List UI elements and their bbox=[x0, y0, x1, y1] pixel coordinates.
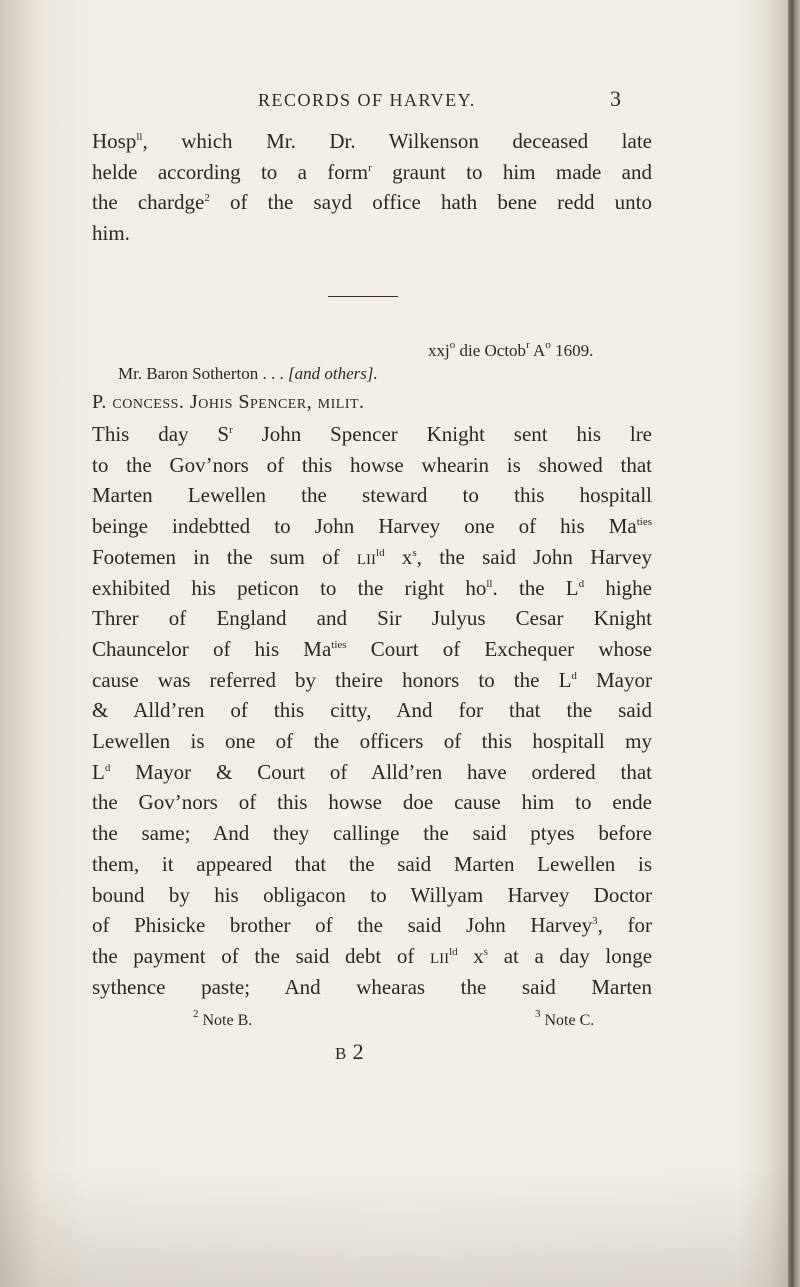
text-run: x bbox=[384, 544, 413, 569]
text-run: , the said John Harvey bbox=[416, 544, 652, 569]
superscript: ll bbox=[136, 131, 143, 143]
text-run: exhibited his peticon to the right ho bbox=[92, 575, 487, 600]
text-run: Lewellen is one of the officers of this hospitall my bbox=[92, 729, 652, 754]
text-line bbox=[92, 910, 652, 941]
text-run: bound by his obligacon to Willyam Harvey Doctor bbox=[92, 882, 652, 907]
text-run: highe bbox=[584, 575, 653, 600]
text-line bbox=[92, 603, 652, 634]
footnote-text: Note B. bbox=[202, 1012, 253, 1029]
text-line bbox=[92, 419, 652, 450]
text-run: die Octob bbox=[455, 341, 527, 360]
superscript: d bbox=[578, 577, 585, 590]
text-line bbox=[92, 818, 652, 849]
signature-number: 2 bbox=[352, 1039, 365, 1064]
text-line bbox=[92, 218, 652, 249]
text-line bbox=[92, 849, 652, 880]
superscript: ties bbox=[331, 638, 347, 651]
page-number: 3 bbox=[610, 86, 621, 111]
text-line bbox=[92, 757, 652, 788]
text-run: & Alld’ren of this citty, And for that the said bbox=[92, 698, 652, 723]
footnote-3 bbox=[535, 1008, 595, 1030]
book-spine-edge bbox=[788, 0, 800, 1287]
small-caps-text: lii bbox=[356, 544, 377, 569]
attendees-text: Mr. Baron Sotherton . . . bbox=[118, 364, 288, 383]
superscript: ld bbox=[449, 945, 458, 958]
text-line bbox=[92, 726, 652, 757]
superscript: 3 bbox=[592, 915, 598, 928]
text-run: This day S bbox=[92, 422, 230, 446]
text-line bbox=[92, 187, 652, 218]
text-line bbox=[92, 665, 652, 696]
footnote-2 bbox=[193, 1008, 253, 1030]
text-run: at a day longe bbox=[488, 943, 653, 968]
text-run: Chauncelor of his Ma bbox=[92, 636, 332, 661]
text-line bbox=[92, 880, 652, 911]
text-line bbox=[92, 634, 652, 665]
text-line bbox=[92, 573, 652, 604]
text-run: the payment of the said debt of bbox=[92, 943, 430, 968]
text-run: Threr of England and Sir Julyus Cesar Knight bbox=[92, 606, 652, 631]
text-line bbox=[92, 157, 652, 188]
section-divider bbox=[328, 296, 398, 297]
superscript: s bbox=[412, 546, 417, 559]
superscript: d bbox=[571, 669, 577, 682]
entry-heading: P. concess. Johis Spencer, milit. bbox=[92, 391, 365, 413]
text-run: Hosp bbox=[92, 129, 137, 153]
text-run: sythence paste; And whearas the said Marten bbox=[92, 974, 652, 999]
text-run: xxj bbox=[428, 341, 450, 360]
text-line bbox=[92, 787, 652, 818]
entry-paragraph bbox=[92, 419, 652, 1002]
text-run: A bbox=[529, 341, 546, 360]
text-line bbox=[92, 542, 652, 573]
text-run: them, it appeared that the said Marten Lewellen is bbox=[92, 851, 652, 876]
text-line bbox=[92, 695, 652, 726]
footnote-mark: 2 bbox=[193, 1008, 199, 1020]
superscript: r bbox=[229, 424, 233, 436]
session-attendees bbox=[118, 364, 378, 384]
superscript: ties bbox=[636, 516, 652, 529]
text-run: him. bbox=[92, 221, 130, 246]
text-run: x bbox=[457, 943, 484, 968]
text-run: . the L bbox=[492, 575, 579, 600]
page-bottom-shadow bbox=[0, 1167, 790, 1287]
superscript: ll bbox=[486, 577, 493, 590]
text-run: of Phisicke brother of the said John Harvey bbox=[92, 913, 593, 938]
footnote-mark: 3 bbox=[535, 1008, 541, 1020]
superscript: o bbox=[449, 339, 456, 351]
session-date bbox=[428, 341, 593, 361]
text-run: the Gov’nors of this howse doe cause him to ende bbox=[92, 790, 652, 815]
signature-letter: B bbox=[335, 1044, 348, 1063]
text-run: 1609. bbox=[550, 341, 594, 360]
superscript: r bbox=[526, 339, 530, 351]
text-run: helde according to a form bbox=[92, 159, 369, 184]
text-run: the same; And they callinge the said ptyes before bbox=[92, 821, 652, 846]
text-run: to the Gov’nors of this howse whearin is showed that bbox=[92, 452, 652, 477]
printer-signature bbox=[335, 1039, 365, 1065]
text-run: the chardge bbox=[92, 190, 205, 215]
text-run: John Spencer Knight sent his lre bbox=[232, 422, 653, 446]
text-line bbox=[92, 511, 652, 542]
superscript: ld bbox=[376, 546, 385, 559]
text-run: Marten Lewellen the steward to this hospitall bbox=[92, 483, 652, 508]
superscript: o bbox=[545, 339, 551, 351]
superscript: d bbox=[104, 761, 111, 774]
attendees-note: [and others]. bbox=[288, 364, 378, 383]
footnote-text: Note C. bbox=[544, 1012, 595, 1029]
text-line bbox=[92, 941, 652, 972]
text-line bbox=[92, 450, 652, 481]
text-run: Footemen in the sum of bbox=[92, 544, 357, 569]
text-run: , which Mr. Dr. Wilkenson deceased late bbox=[142, 129, 652, 153]
text-line bbox=[92, 480, 652, 511]
superscript: s bbox=[483, 945, 489, 958]
text-run: beinge indebtted to John Harvey one of his Ma bbox=[92, 514, 637, 539]
text-run: of the sayd office hath bene redd unto bbox=[209, 190, 652, 215]
superscript: r bbox=[368, 161, 372, 174]
text-run: Mayor bbox=[576, 667, 652, 692]
running-title: RECORDS OF HARVEY. bbox=[258, 90, 476, 110]
text-line bbox=[92, 126, 652, 157]
text-run: cause was referred by theire honors to the L bbox=[92, 667, 572, 692]
opening-paragraph bbox=[92, 126, 652, 249]
text-run: , for bbox=[597, 913, 652, 938]
text-line bbox=[92, 972, 652, 1003]
text-run: Mayor & Court of Alld’ren have ordered that bbox=[110, 759, 652, 784]
superscript: 2 bbox=[204, 192, 210, 205]
small-caps-text: lii bbox=[429, 943, 450, 968]
text-run: graunt to him made and bbox=[371, 159, 652, 184]
text-run: Court of Exchequer whose bbox=[346, 636, 652, 661]
text-run: L bbox=[92, 759, 105, 784]
